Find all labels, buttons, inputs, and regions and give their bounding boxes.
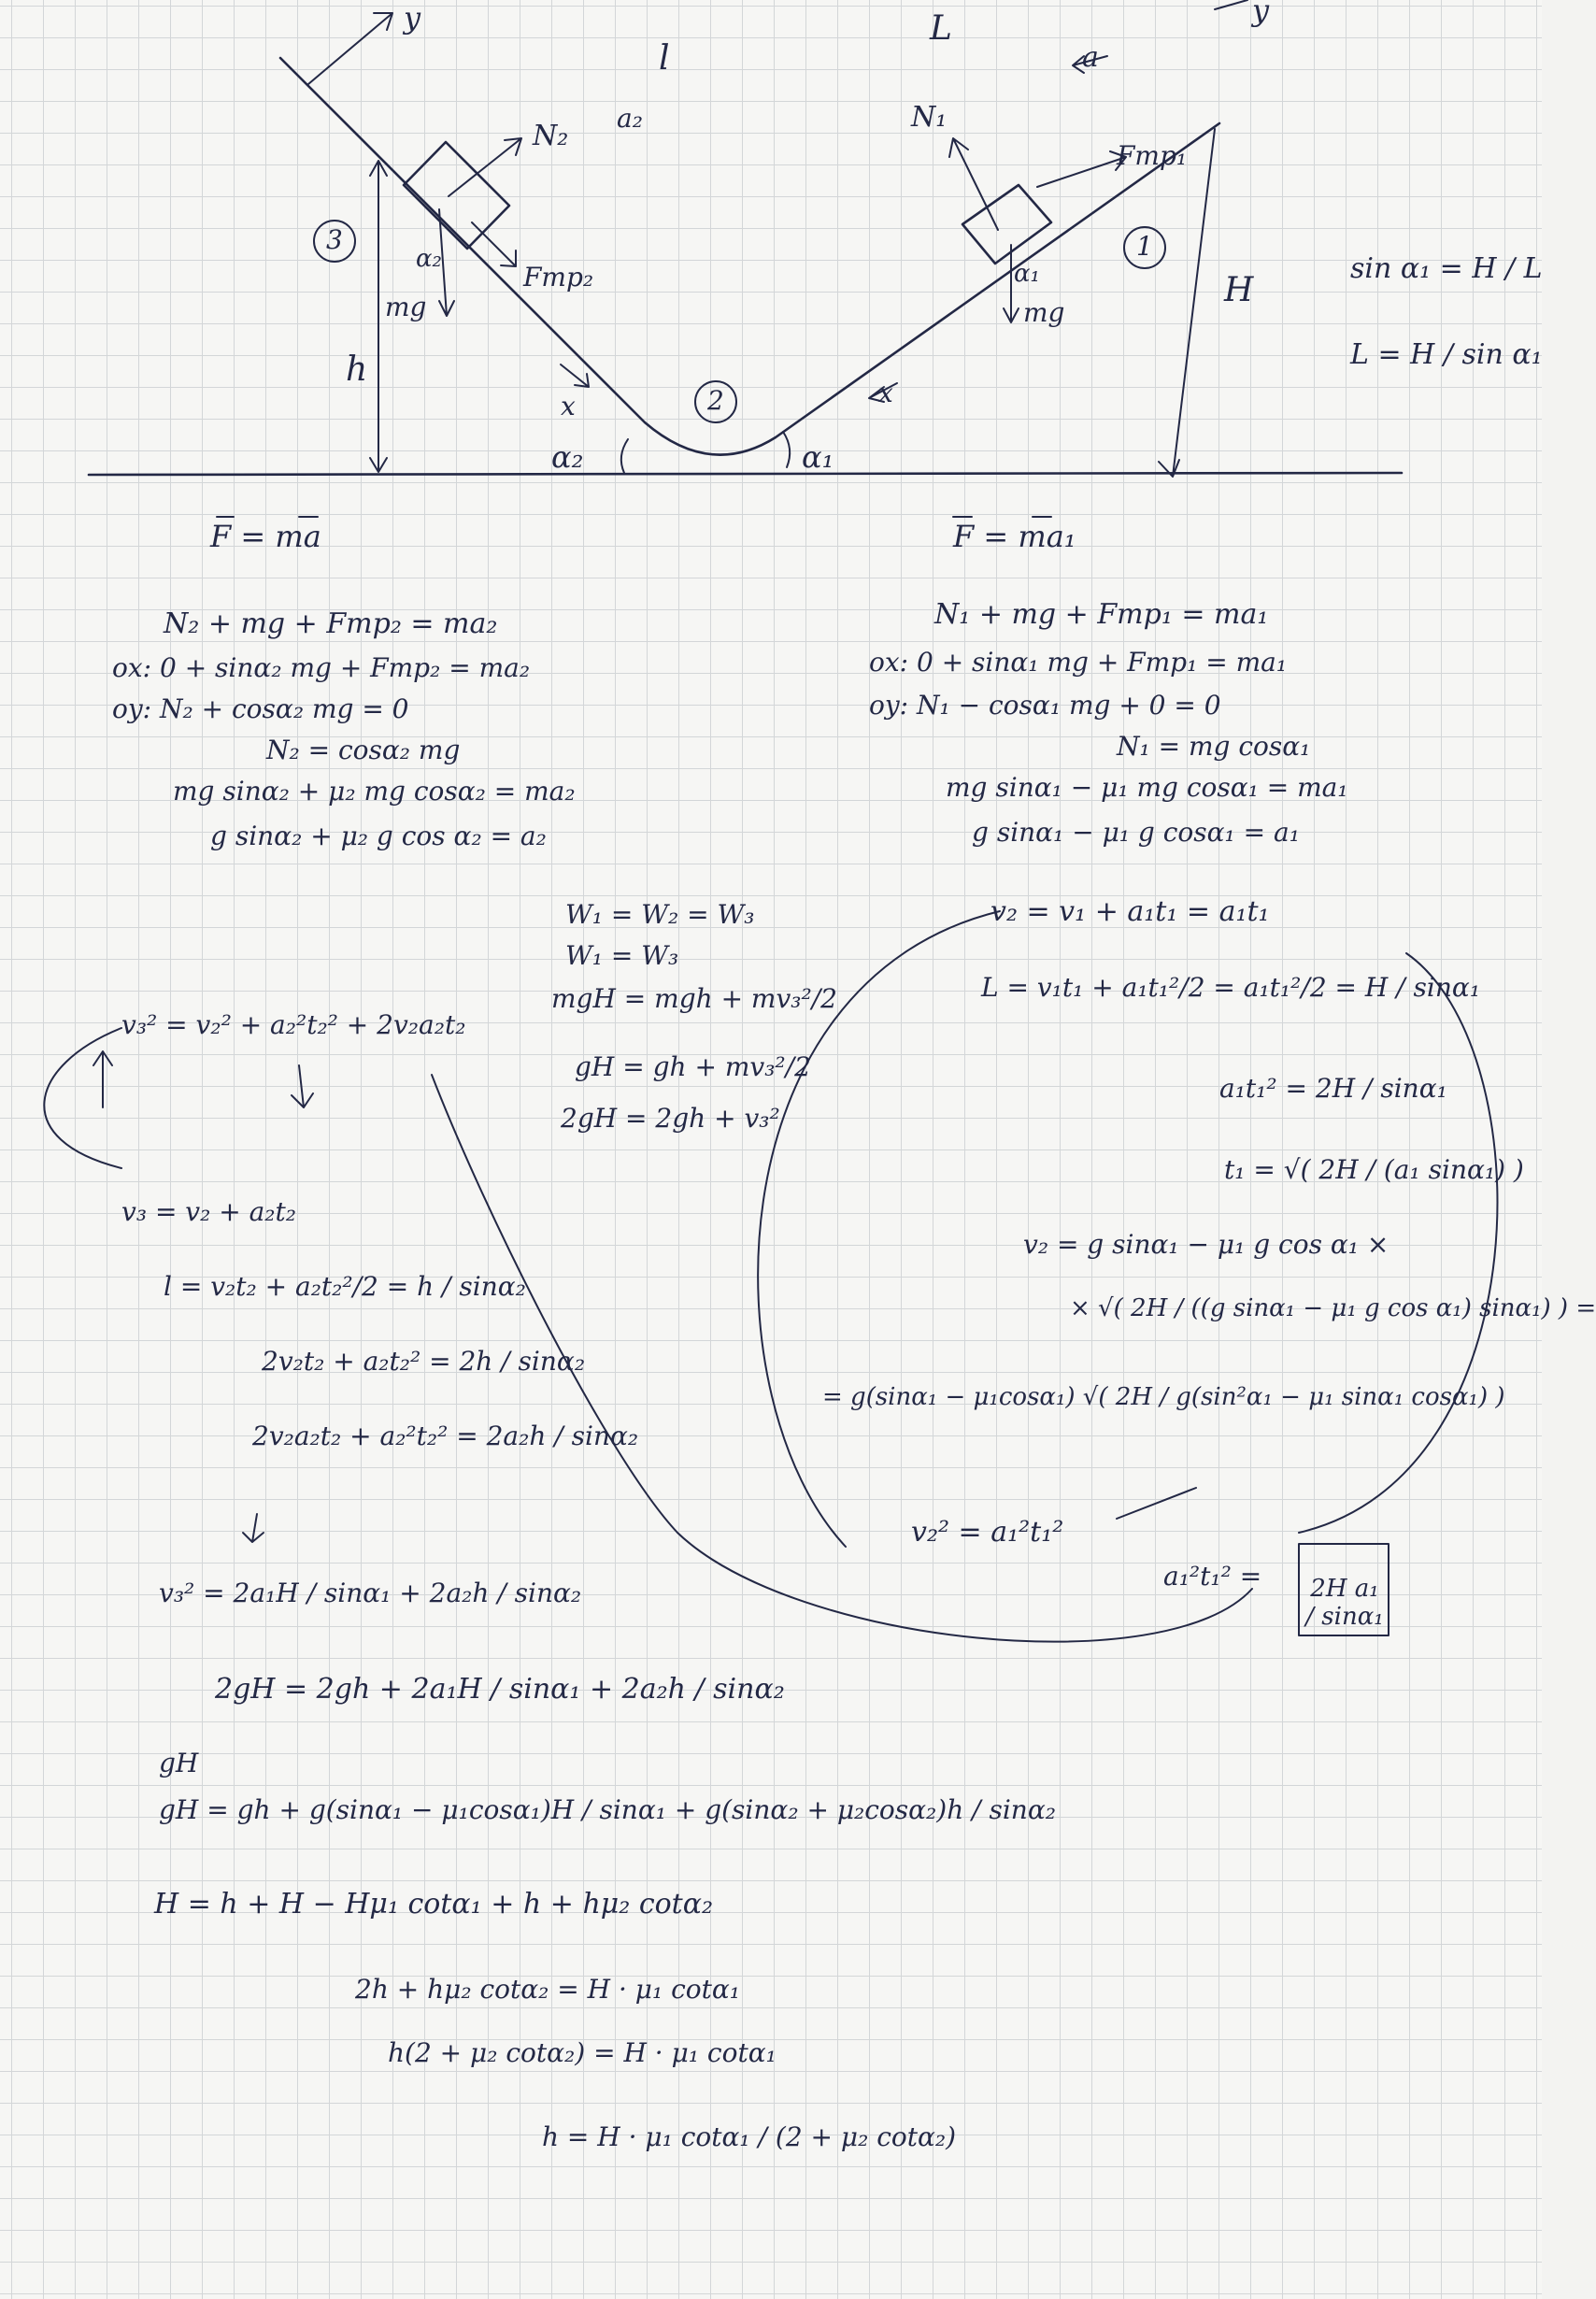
down-arrow-1 [292,1065,313,1107]
final-f1: 2gH = 2gh + 2a₁H / sinα₁ + 2a₂h / sinα₂ [215,1673,785,1706]
label-H: H [1224,271,1254,309]
kin-left-v3: v₃ = v₂ + a₂t₂ [121,1196,297,1227]
label-alpha1: α₁ [802,439,834,475]
x-arrow-left [561,364,589,387]
note-sin-def: sin α₁ = H / L [1350,252,1543,285]
left-step1: mg sinα₂ + μ₂ mg cosα₂ = ma₂ [173,776,576,807]
note-L-def: L = H / sin α₁ [1350,338,1543,371]
label-section-3: 3 [326,224,343,255]
kin-right-boxed: 2H a₁ / sinα₁ [1305,1575,1384,1631]
label-l: l [659,39,670,78]
label-a: a [1082,41,1099,74]
label-N1: N₁ [911,101,948,134]
label-a2: a₂ [617,103,643,134]
energy-w-all: W₁ = W₂ = W₃ [565,899,755,930]
kin-right-v2: v₂ = v₁ + a₁t₁ = a₁t₁ [990,895,1270,928]
label-h: h [346,350,368,389]
final-f6: h(2 + μ₂ cotα₂) = H · μ₁ cotα₁ [388,2037,777,2068]
left-n2: N₂ = cosα₂ mg [266,735,461,765]
kin-right-v2sq: v₂² = a₁²t₁² [911,1516,1064,1549]
energy-mgh: mgH = mgh + mv₃²/2 [551,983,837,1014]
label-x-left: x [561,391,576,421]
final-f7: h = H · μ₁ cotα₁ / (2 + μ₂ cotα₂) [542,2121,957,2152]
label-section-2: 2 [707,385,724,416]
energy-w13: W₁ = W₃ [565,940,679,971]
kin-right-v2sqrt: × √( 2H / ((g sinα₁ − μ₁ g cos α₁) sinα₁) ) = [1070,1294,1596,1322]
right-step1: mg sinα₁ − μ₁ mg cosα₁ = ma₁ [946,772,1348,803]
final-f4: H = h + H − Hμ₁ cotα₁ + h + hμ₂ cotα₂ [154,1888,714,1921]
label-alpha2-small: α₂ [416,245,442,273]
down-arrow-2 [243,1514,264,1542]
left-vector-eq: N₂ + mg + Fтр₂ = ma₂ [164,607,498,640]
right-oy: oy: N₁ − cosα₁ mg + 0 = 0 [869,690,1221,721]
label-y-right: y [1252,0,1270,28]
left-step2: g sinα₂ + μ₂ g cos α₂ = a₂ [210,821,547,851]
label-mg-right: mg [1023,297,1065,328]
energy-gh: gH = gh + mv₃²/2 [575,1051,811,1082]
final-f2: gH [159,1748,199,1778]
arrow-Ftr2 [472,222,516,266]
right-newton: F = ma₁ [953,519,1076,554]
right-vector-eq: N₁ + mg + Fтр₁ = ma₁ [934,598,1269,631]
left-oy: oy: N₂ + cosα₂ mg = 0 [112,693,409,724]
label-L: L [930,9,952,48]
label-Ftr1: Fтр₁ [1117,140,1188,171]
label-x-right: x [878,378,893,408]
arrow-Ftr1 [1037,151,1126,187]
label-section-1: 1 [1136,231,1153,262]
arrow-N2 [449,138,521,196]
angle-arc-alpha2 [621,439,628,473]
kin-right-t1: t₁ = √( 2H / (a₁ sinα₁) ) [1224,1154,1524,1185]
kin-left-v3sq: v₃² = v₂² + a₂²t₂² + 2v₂a₂t₂ [121,1009,466,1040]
label-mg-left: mg [385,292,427,322]
kin-left-l-eq: l = v₂t₂ + a₂t₂²/2 = h / sinα₂ [164,1271,526,1302]
ground-line [89,473,1402,475]
kin-right-L-eq: L = v₁t₁ + a₁t₁²/2 = a₁t₁²/2 = H / sinα₁ [981,972,1481,1003]
kin-left-e2: 2v₂a₂t₂ + a₂²t₂² = 2a₂h / sinα₂ [252,1421,639,1451]
up-arrow [93,1051,112,1107]
final-f3: gH = gh + g(sinα₁ − μ₁cosα₁)H / sinα₁ + g(sinα₂ + μ₂cosα₂)h / sinα₂ [159,1794,1056,1825]
kin-right-a1t1: a₁t₁² = 2H / sinα₁ [1219,1073,1447,1104]
final-f5: 2h + hμ₂ cotα₂ = H · μ₁ cotα₁ [355,1974,741,2005]
right-step2: g sinα₁ − μ₁ g cosα₁ = a₁ [972,817,1300,848]
right-ox: ox: 0 + sinα₁ mg + Fтр₁ = ma₁ [869,647,1288,678]
y-axis-left [308,13,392,84]
label-Ftr2: Fтр₂ [523,262,594,293]
kin-left-e1: 2v₂t₂ + a₂t₂² = 2h / sinα₂ [262,1346,586,1377]
height-H-arrow [1159,129,1215,477]
label-y-left: y [404,0,421,36]
left-newton: F = ma [210,519,321,554]
kin-right-v2expr: v₂ = g sinα₁ − μ₁ g cos α₁ × [1023,1229,1389,1260]
y-axis-right [1215,0,1247,9]
energy-2gh: 2gH = 2gh + v₃² [561,1103,780,1134]
label-N2: N₂ [533,120,569,152]
kin-right-a1sq: a₁²t₁² = [1163,1561,1262,1592]
kin-left-v3final: v₃² = 2a₁H / sinα₁ + 2a₂h / sinα₂ [159,1578,582,1608]
left-ox: ox: 0 + sinα₂ mg + Fтр₂ = ma₂ [112,652,531,683]
curve-left-loop [44,1028,121,1168]
arrow-to-a1sq [1117,1488,1196,1519]
angle-arc-alpha1 [783,432,790,467]
label-alpha2: α₂ [551,439,584,475]
right-n1: N₁ = mg cosα₁ [1117,731,1311,762]
kin-right-v2final: = g(sinα₁ − μ₁cosα₁) √( 2H / g(sin²α₁ − μ₁ sinα₁ cosα₁) ) [822,1383,1505,1411]
label-alpha1-small: α₁ [1014,260,1040,288]
